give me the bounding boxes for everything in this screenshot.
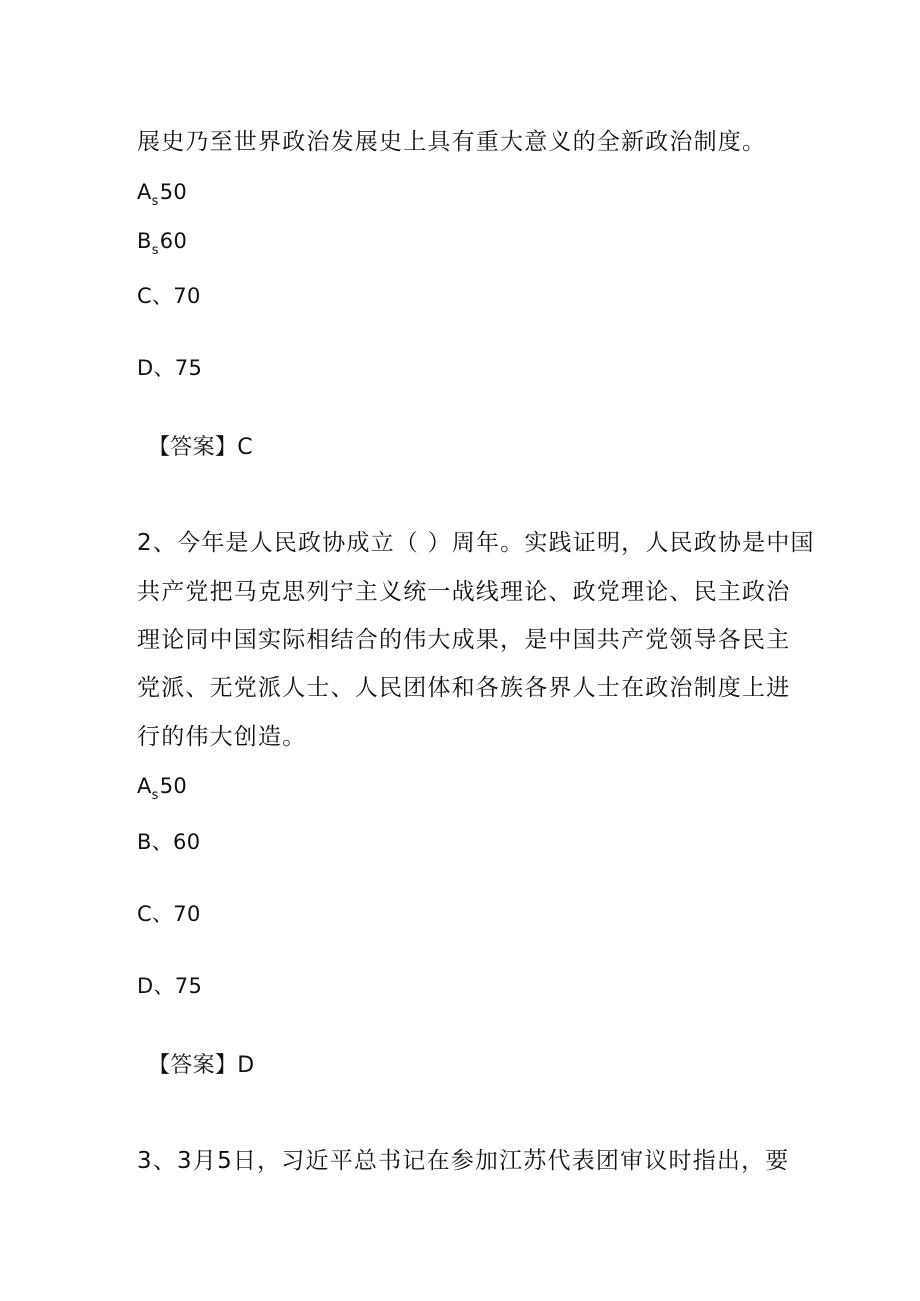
question-2-option-b	[137, 827, 200, 857]
question-2-option-d	[137, 971, 202, 1001]
option-value: 75	[174, 356, 203, 380]
option-letter: D	[137, 356, 154, 380]
option-letter: B	[137, 229, 152, 253]
option-separator: 、	[151, 830, 174, 854]
option-separator: 、	[153, 356, 175, 380]
question-1-text-line: 展史乃至世界政治发展史上具有重大意义的全新政治制度。	[137, 129, 767, 155]
question-1-option-d	[137, 353, 202, 383]
question-1-option-a	[137, 177, 187, 211]
option-value: 60	[173, 830, 201, 854]
option-value: 70	[173, 902, 201, 926]
question-2-option-a	[137, 771, 187, 805]
option-value: 75	[174, 974, 203, 998]
option-value: 70	[173, 284, 201, 308]
question-2-text-line: 党派、无党派人士、人民团体和各族各界人士在政治制度上进	[137, 675, 791, 701]
option-separator: 、	[151, 902, 174, 926]
option-value: 60	[159, 229, 188, 253]
question-1-option-b	[137, 226, 187, 260]
option-separator: s	[151, 194, 159, 209]
option-letter: A	[137, 180, 152, 204]
option-separator: 、	[151, 284, 174, 308]
question-3-text-line: 3、3月5日，习近平总书记在参加江苏代表团审议时指出，要	[137, 1148, 790, 1174]
option-separator: s	[151, 243, 159, 258]
option-separator: s	[151, 788, 159, 803]
question-2-text-line: 理论同中国实际相结合的伟大成果，是中国共产党领导各民主	[137, 627, 791, 653]
option-letter: B	[137, 830, 152, 854]
option-letter: C	[137, 902, 152, 926]
option-value: 50	[159, 774, 188, 798]
question-2-option-c	[137, 899, 201, 929]
option-letter: A	[137, 774, 152, 798]
option-letter: C	[137, 284, 152, 308]
option-letter: D	[137, 974, 154, 998]
option-value: 50	[159, 180, 188, 204]
question-2-text-line: 2、今年是人民政协成立（ ）周年。实践证明，人民政协是中国	[137, 530, 815, 556]
option-separator: 、	[153, 974, 175, 998]
question-2-text-line: 共产党把马克思列宁主义统一战线理论、政党理论、民主政治	[137, 579, 791, 605]
question-2-text-line: 行的伟大创造。	[137, 724, 307, 750]
question-1-option-c	[137, 281, 201, 311]
question-1-answer: 【答案】C	[148, 435, 253, 460]
question-2-answer: 【答案】D	[148, 1053, 255, 1078]
